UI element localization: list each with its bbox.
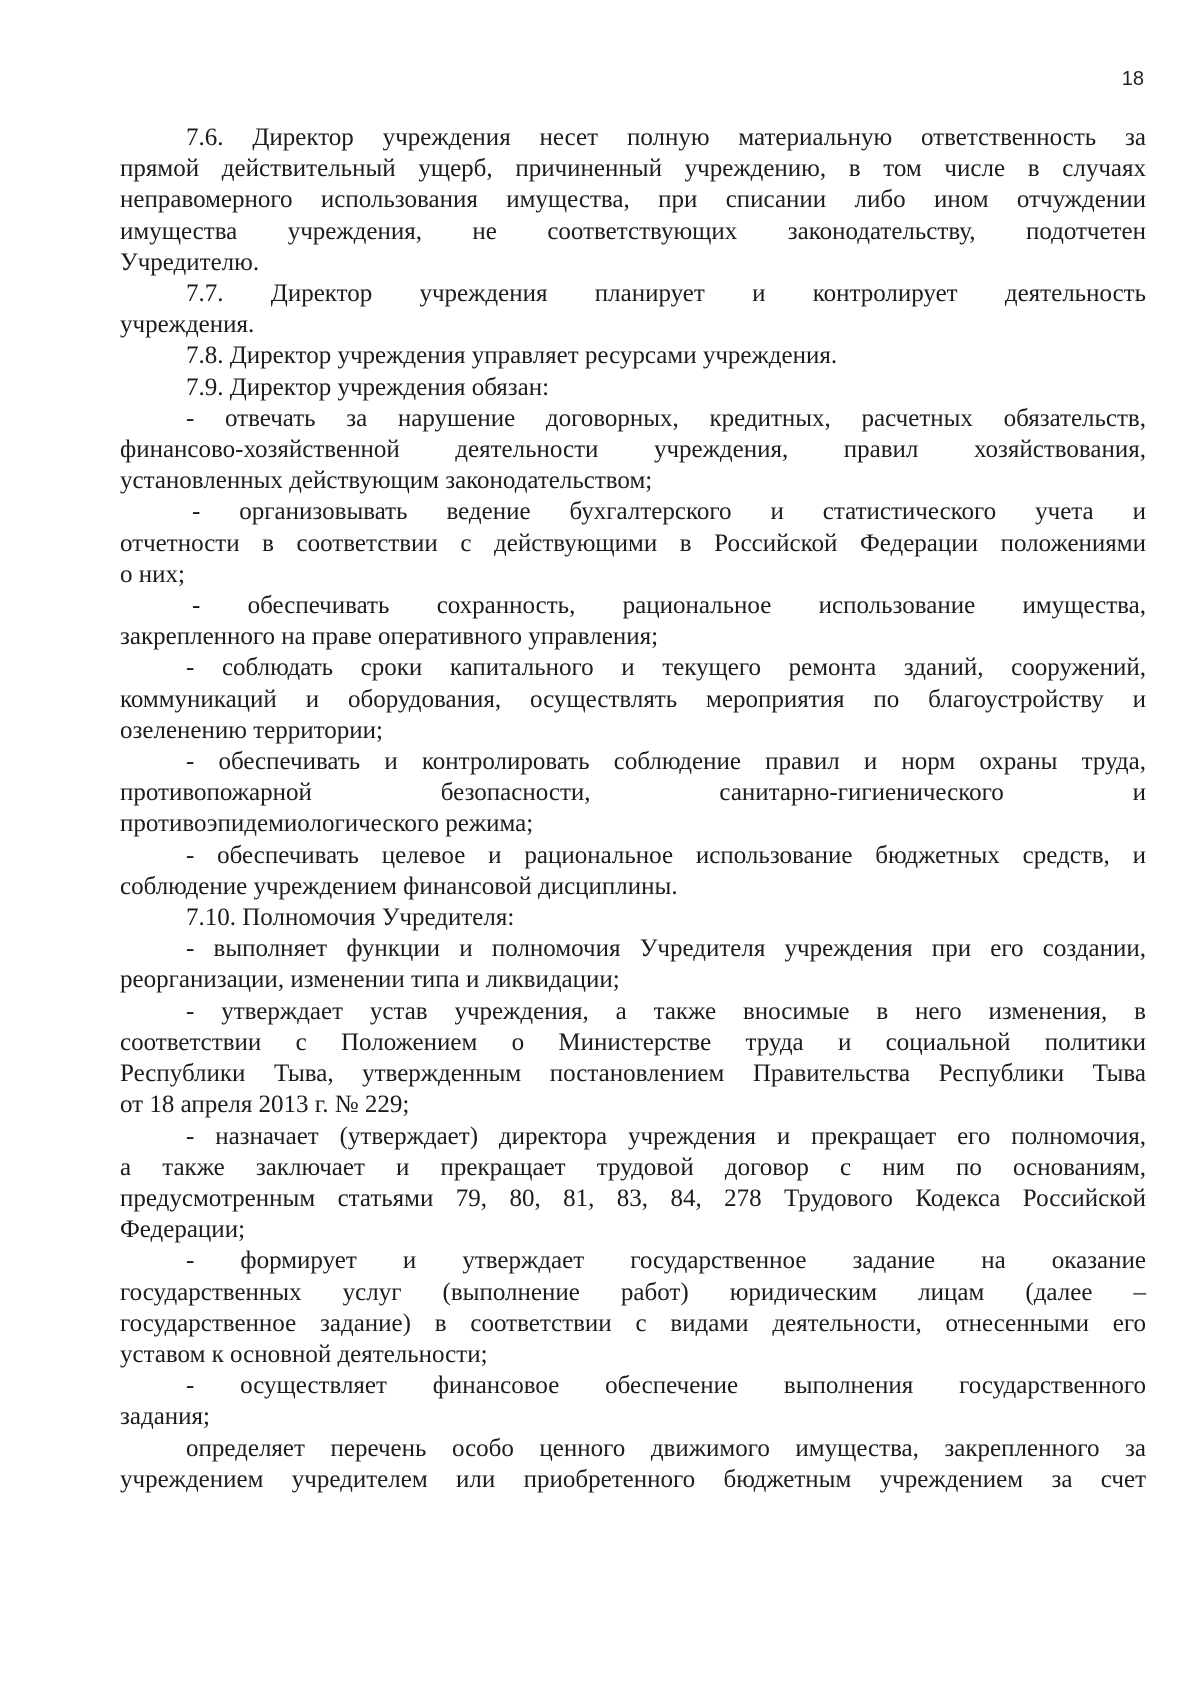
text-line: от 18 апреля 2013 г. № 229; xyxy=(120,1091,410,1119)
text-line: озеленению территории; xyxy=(120,716,383,744)
text-line: уставом к основной деятельности; xyxy=(120,1340,488,1368)
text-line: - соблюдать сроки капитального и текущего ремонта зданий, сооружений, xyxy=(186,654,1146,682)
text-line: Федерации; xyxy=(120,1216,246,1244)
text-line: о них; xyxy=(120,560,185,588)
text-line: 7.10. Полномочия Учредителя: xyxy=(186,904,515,932)
text-line: соответствии с Положением о Министерстве труда и социальной политики xyxy=(120,1028,1146,1056)
document-body xyxy=(120,122,1146,1495)
text-line: противоэпидемиологического режима; xyxy=(120,810,534,838)
text-line: 7.6. Директор учреждения несет полную материальную ответственность за xyxy=(186,124,1146,151)
text-line: соблюдение учреждением финансовой дисциплины. xyxy=(120,872,678,900)
text-line: определяет перечень особо ценного движимого имущества, закрепленного за xyxy=(186,1434,1146,1462)
text-line: коммуникаций и оборудования, осуществлять мероприятия по благоустройству и xyxy=(120,685,1146,713)
text-line: - отвечать за нарушение договорных, кредитных, расчетных обязательств, xyxy=(186,404,1146,432)
text-line: отчетности в соответствии с действующими в Российской Федерации положениями xyxy=(120,529,1146,557)
text-line: прямой действительный ущерб, причиненный учреждению, в том числе в случаях xyxy=(120,155,1146,183)
text-line: имущества учреждения, не соответствующих законодательству, подотчетен xyxy=(120,217,1146,245)
text-line: государственных услуг (выполнение работ) юридическим лицам (далее – xyxy=(120,1278,1146,1306)
text-line: - организовывать ведение бухгалтерского и статистического учета и xyxy=(192,498,1146,526)
text-line: а также заключает и прекращает трудовой договор с ним по основаниям, xyxy=(120,1153,1146,1181)
text-line: - выполняет функции и полномочия Учредителя учреждения при его создании, xyxy=(186,935,1146,963)
text-line: - назначает (утверждает) директора учреждения и прекращает его полномочия, xyxy=(186,1122,1146,1150)
text-line: предусмотренным статьями 79, 80, 81, 83, 84, 278 Трудового Кодекса Российской xyxy=(120,1184,1146,1212)
text-line: установленных действующим законодательством; xyxy=(120,467,653,495)
text-line: реорганизации, изменении типа и ликвидации; xyxy=(120,966,620,994)
text-line: - обеспечивать сохранность, рациональное использование имущества, xyxy=(192,592,1146,620)
text-line: учреждения. xyxy=(120,311,255,339)
text-line: 7.9. Директор учреждения обязан: xyxy=(186,373,550,401)
text-line: задания; xyxy=(120,1403,210,1431)
text-line: противопожарной безопасности, санитарно-гигиенического и xyxy=(120,779,1146,807)
page-number: 18 xyxy=(1121,68,1144,90)
text-line: - обеспечивать и контролировать соблюдение правил и норм охраны труда, xyxy=(186,748,1146,776)
text-line: неправомерного использования имущества, при списании либо ином отчуждении xyxy=(120,186,1146,214)
text-line: Республики Тыва, утвержденным постановлением Правительства Республики Тыва xyxy=(120,1060,1146,1088)
text-line: 7.7. Директор учреждения планирует и контролирует деятельность xyxy=(186,280,1146,308)
text-line: учреждением учредителем или приобретенного бюджетным учреждением за счет xyxy=(120,1465,1146,1493)
text-line: закрепленного на праве оперативного управления; xyxy=(120,623,659,651)
text-line: - обеспечивать целевое и рациональное использование бюджетных средств, и xyxy=(186,841,1146,869)
text-line: Учредителю. xyxy=(120,248,260,276)
text-line: финансово-хозяйственной деятельности учреждения, правил хозяйствования, xyxy=(120,436,1146,464)
text-line: государственное задание) в соответствии с видами деятельности, отнесенными его xyxy=(120,1309,1146,1337)
text-line: - утверждает устав учреждения, а также вносимые в него изменения, в xyxy=(186,997,1146,1025)
text-line: - формирует и утверждает государственное задание на оказание xyxy=(186,1247,1146,1275)
text-line: 7.8. Директор учреждения управляет ресурсами учреждения. xyxy=(186,342,838,370)
text-line: - осуществляет финансовое обеспечение выполнения государственного xyxy=(186,1372,1146,1400)
